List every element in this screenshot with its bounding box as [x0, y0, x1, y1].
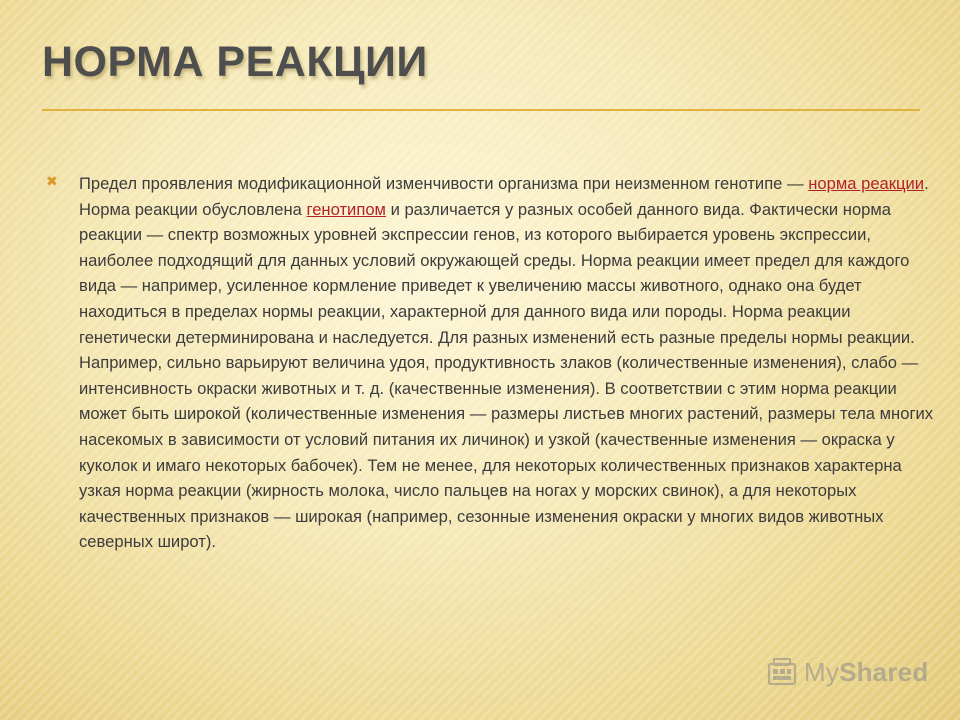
title-underline	[42, 109, 920, 111]
genotype-link[interactable]: генотипом	[306, 199, 386, 219]
paragraph-text-3: и различается у разных особей данного вида. Фактически норма реакции — спектр возможных уровней экспрессии генов, из которого выбирается уровень экспрессии, наиболее подходящий для данных условий окружающей среды. Норма реакции имеет предел для каждого вида — например, усиленное кормление приведет к увеличению массы животного, однако она будет находиться в пределах нормы реакции, характерной для данного вида или породы. Норма реакции генетически детерминирована и наследуется. Для разных изменений есть разные пределы нормы реакции. Например, сильно варьируют величина удоя, продуктивность злаков (количественные изменения), слабо — интенсивность окраски животных и т. д. (качественные изменения). В соответствии с этим норма реакции может быть широкой (количественные изменения — размеры листьев многих растений, размеры тела многих насекомых в зависимости от условий питания их личинок) и узкой (качественные изменения — окраска у куколок и имаго некоторых бабочек). Тем не менее, для некоторых количественных признаков характерна узкая норма реакции (жирность молока, число пальцев на ногах у морских свинок), а для некоторых качественных признаков — широкая (например, сезонные изменения окраски у многих видов животных северных широт).	[79, 199, 934, 552]
myshared-logo-icon	[766, 655, 800, 689]
paragraph-text-2: . Норма реакции обусловлена	[79, 174, 929, 219]
norm-reaction-link[interactable]: норма реакции	[808, 174, 925, 193]
myshared-watermark	[766, 655, 928, 689]
paragraph-text-1: Предел проявления модификационной изменчивости организма при неизменном генотипе —	[79, 174, 809, 193]
myshared-brand-text: MyShared	[804, 656, 929, 687]
slide-title: НОРМА РЕАКЦИИ	[42, 38, 428, 86]
body-paragraph	[79, 171, 944, 555]
x-bullet-icon: ✖	[46, 173, 58, 189]
